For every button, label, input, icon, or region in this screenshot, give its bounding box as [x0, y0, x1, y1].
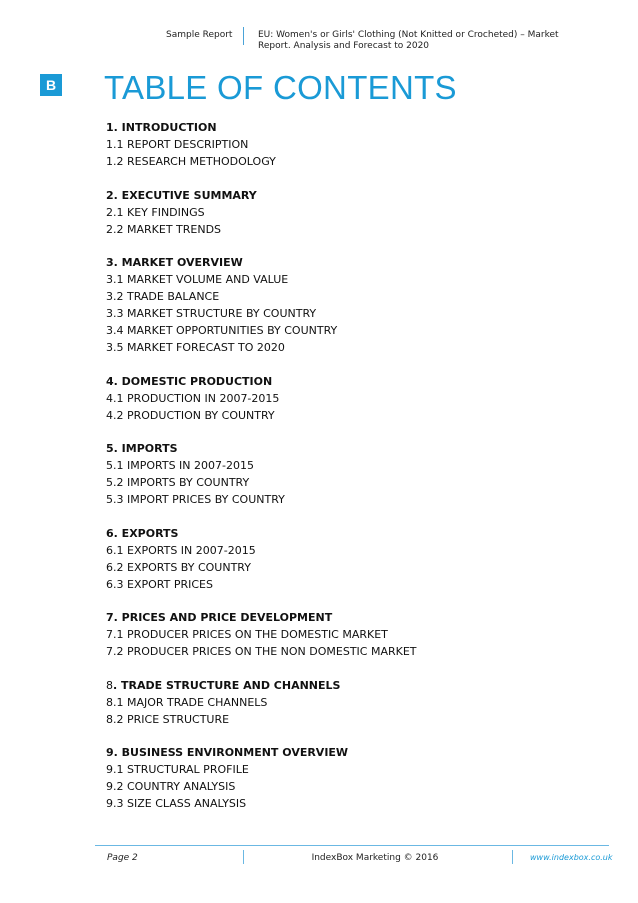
toc-item[interactable]: 7.2 PRODUCER PRICES ON THE NON DOMESTIC MARKET [106, 645, 417, 658]
toc-item[interactable]: 3.1 MARKET VOLUME AND VALUE [106, 273, 289, 286]
toc-section [106, 525, 596, 593]
toc-section-number: 5. [106, 442, 118, 455]
toc-section-heading[interactable] [106, 677, 596, 694]
toc-section-number: 9. [106, 746, 118, 759]
toc-item[interactable]: 5.3 IMPORT PRICES BY COUNTRY [106, 493, 285, 506]
toc-section-heading[interactable] [106, 440, 596, 457]
header-separator [243, 27, 244, 45]
footer-page-number: Page 2 [107, 853, 138, 863]
toc-section [106, 119, 596, 170]
toc-section-heading[interactable] [106, 373, 596, 390]
toc-title: TABLE OF CONTENTS [104, 69, 457, 106]
footer-website-link[interactable]: www.indexbox.co.uk [530, 853, 613, 862]
toc-section-heading[interactable] [106, 254, 596, 271]
toc-section [106, 609, 596, 660]
toc-item[interactable]: 7.1 PRODUCER PRICES ON THE DOMESTIC MARKET [106, 628, 388, 641]
toc-section-number: 1. [106, 121, 118, 134]
toc-section-title: MARKET OVERVIEW [117, 256, 243, 269]
toc-item[interactable]: 6.2 EXPORTS BY COUNTRY [106, 560, 251, 574]
toc-section-number: 2. [106, 188, 118, 202]
toc-section-heading[interactable] [106, 744, 596, 761]
toc-section-title: BUSINESS ENVIRONMENT OVERVIEW [117, 746, 349, 759]
footer-separator-left [243, 850, 244, 864]
toc-section [106, 373, 596, 424]
header-label: Sample Report [166, 30, 233, 40]
toc-section-number: 4. [106, 374, 118, 388]
footer-divider [95, 845, 609, 846]
toc-section-title: . TRADE STRUCTURE AND CHANNELS [113, 678, 341, 692]
toc-item[interactable]: 5.2 IMPORTS BY COUNTRY [106, 476, 250, 489]
brand-logo-icon: B [40, 74, 62, 96]
toc-item[interactable]: 1.2 RESEARCH METHODOLOGY [106, 155, 276, 168]
toc-section-number: 8 [106, 678, 113, 692]
toc-section-title: EXPORTS [117, 526, 179, 540]
toc-item[interactable]: 1.1 REPORT DESCRIPTION [106, 138, 249, 151]
toc-item[interactable]: 2.2 MARKET TRENDS [106, 222, 222, 236]
toc-section-number: 3. [106, 256, 118, 269]
toc-section-number: 6. [106, 526, 118, 540]
toc-item[interactable]: 3.2 TRADE BALANCE [106, 290, 220, 303]
table-of-contents [106, 119, 596, 829]
toc-item[interactable]: 4.1 PRODUCTION IN 2007-2015 [106, 391, 280, 405]
toc-section [106, 440, 596, 508]
toc-section [106, 677, 596, 728]
toc-item[interactable]: 6.3 EXPORT PRICES [106, 577, 213, 591]
toc-section-title: EXECUTIVE SUMMARY [117, 188, 257, 202]
toc-item[interactable]: 4.2 PRODUCTION BY COUNTRY [106, 408, 275, 422]
toc-section-heading[interactable] [106, 187, 596, 204]
report-title: EU: Women's or Girls' Clothing (Not Knitted or Crocheted) – Market Report. Analysis and Forecast to 2020 [258, 30, 559, 51]
toc-item[interactable]: 5.1 IMPORTS IN 2007-2015 [106, 459, 254, 472]
toc-item[interactable]: 9.3 SIZE CLASS ANALYSIS [106, 797, 247, 810]
toc-section-number: 7. [106, 611, 118, 624]
toc-item[interactable]: 3.3 MARKET STRUCTURE BY COUNTRY [106, 307, 317, 320]
footer-company: IndexBox Marketing © 2016 [311, 853, 439, 863]
toc-section-heading[interactable] [106, 119, 596, 136]
toc-section [106, 744, 596, 812]
toc-section-title: PRICES AND PRICE DEVELOPMENT [117, 611, 333, 624]
toc-item[interactable]: 3.4 MARKET OPPORTUNITIES BY COUNTRY [106, 324, 338, 337]
toc-item[interactable]: 2.1 KEY FINDINGS [106, 205, 205, 219]
footer-separator-right [512, 850, 513, 864]
toc-item[interactable]: 8.2 PRICE STRUCTURE [106, 712, 230, 726]
toc-section-title: INTRODUCTION [117, 121, 217, 134]
toc-section-heading[interactable] [106, 525, 596, 542]
toc-item[interactable]: 8.1 MAJOR TRADE CHANNELS [106, 695, 268, 709]
toc-item[interactable]: 9.2 COUNTRY ANALYSIS [106, 780, 236, 793]
toc-section [106, 254, 596, 356]
toc-item[interactable]: 3.5 MARKET FORECAST TO 2020 [106, 341, 285, 354]
toc-section-title: DOMESTIC PRODUCTION [117, 374, 273, 388]
toc-section [106, 187, 596, 238]
toc-item[interactable]: 9.1 STRUCTURAL PROFILE [106, 763, 249, 776]
toc-section-heading[interactable] [106, 609, 596, 626]
toc-item[interactable]: 6.1 EXPORTS IN 2007-2015 [106, 543, 256, 557]
toc-section-title: IMPORTS [117, 442, 178, 455]
